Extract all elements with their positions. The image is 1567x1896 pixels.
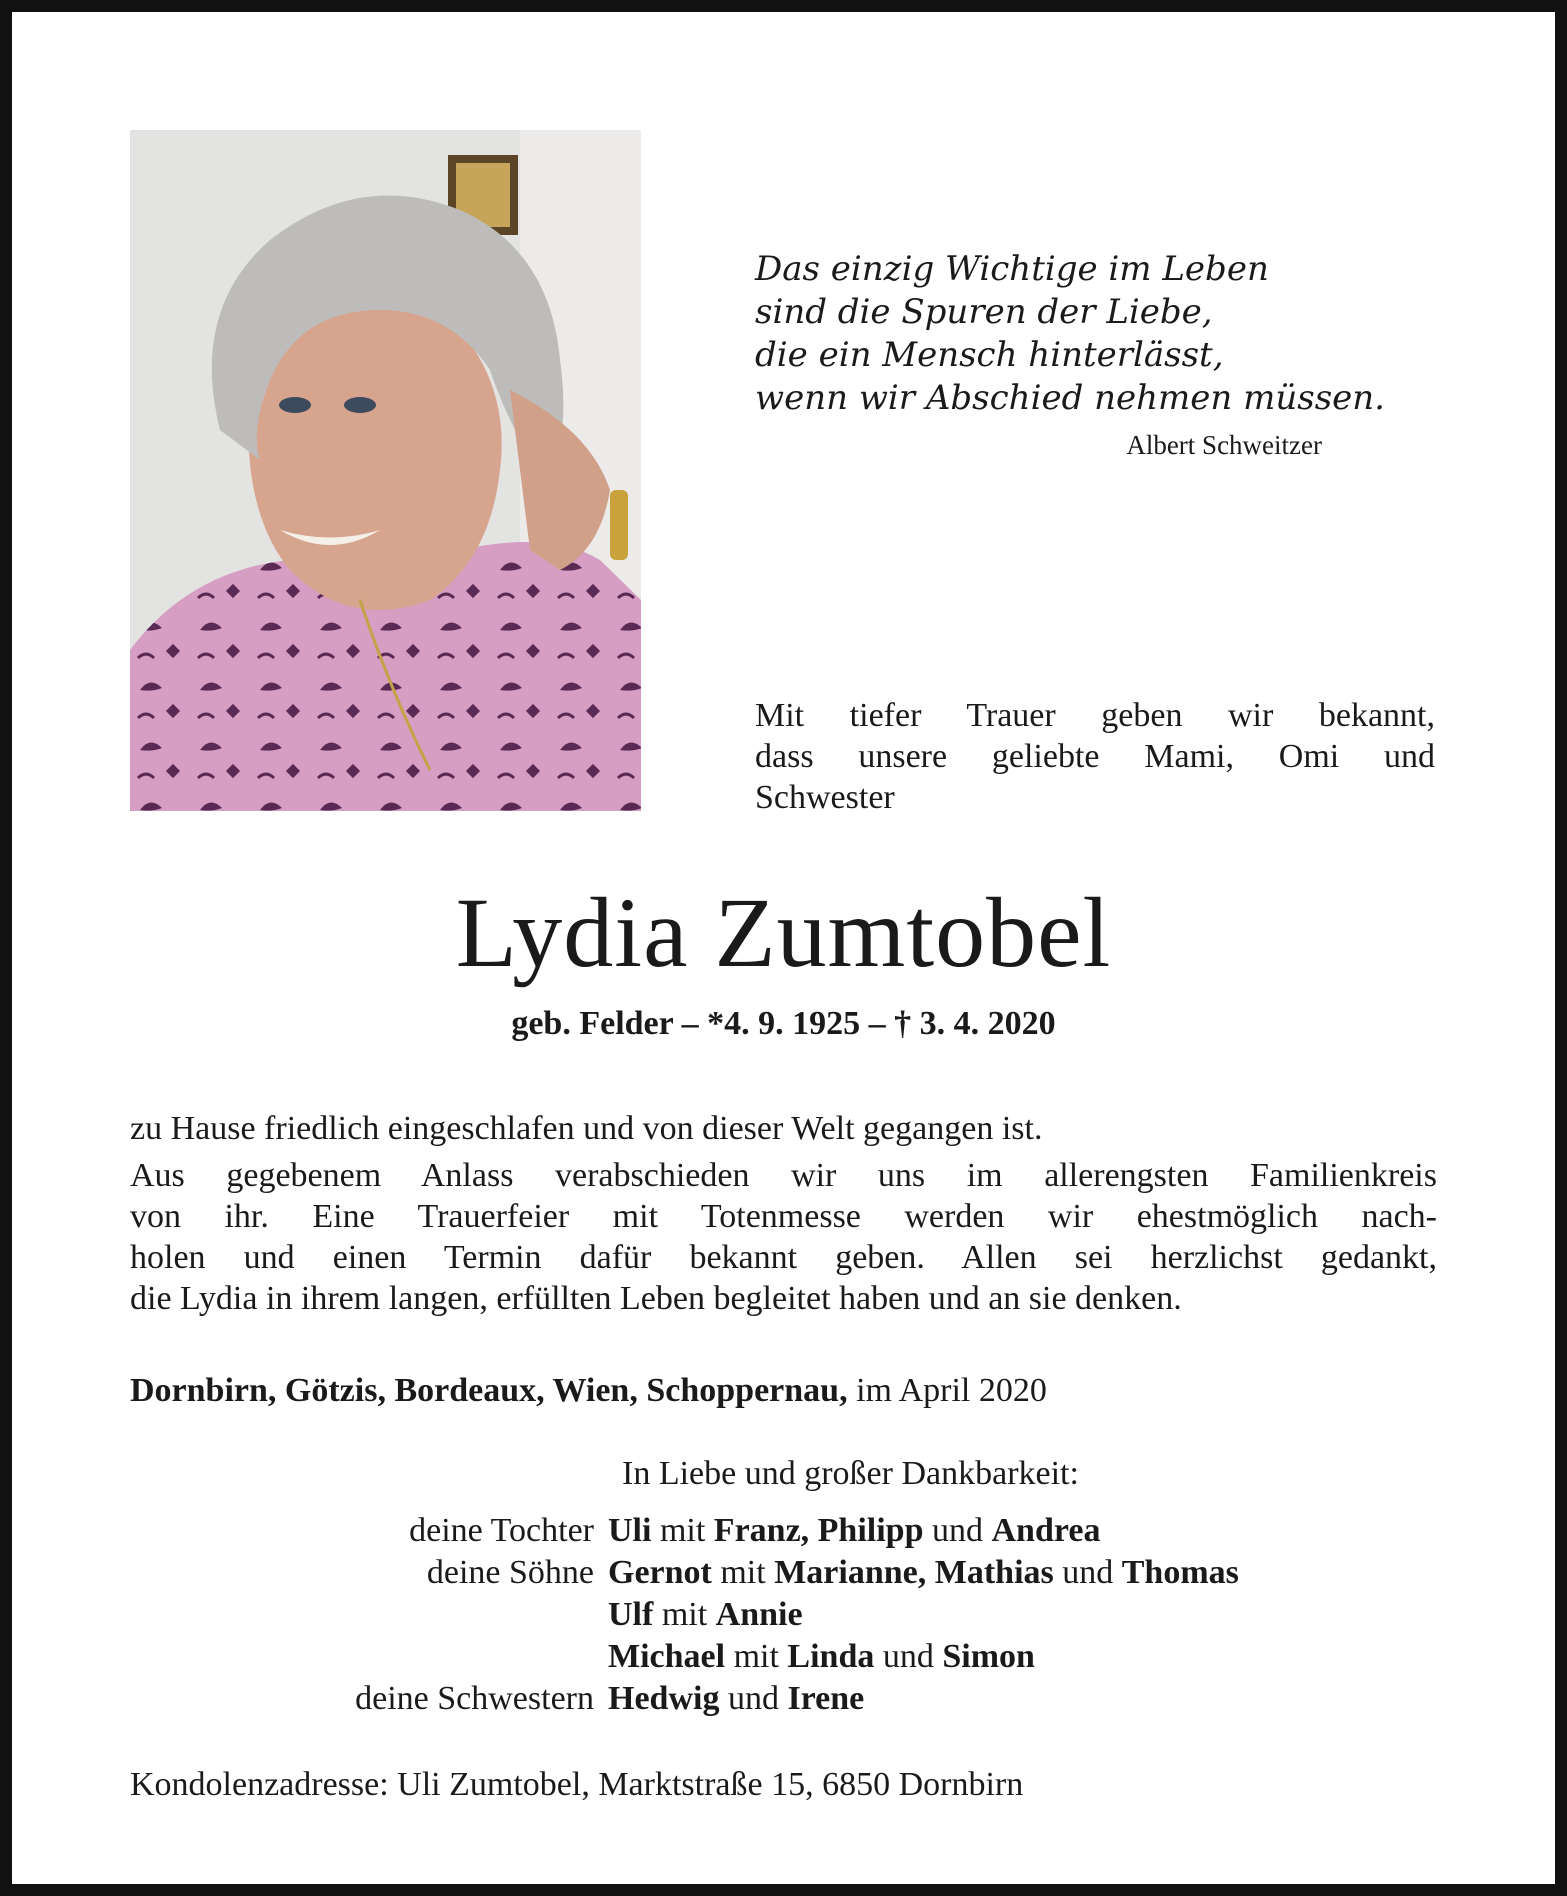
body-line: die Lydia in ihrem langen, erfüllten Leben begleitet haben und an sie denken.: [130, 1280, 1182, 1317]
family-names: [608, 1552, 1437, 1594]
body-line: zu Hause friedlich eingeschlafen und von dieser Welt gegangen ist.: [130, 1110, 1043, 1147]
family-name: Simon: [942, 1638, 1035, 1675]
relation-label: deine Schwestern: [355, 1680, 594, 1717]
condolence-address: Kondolenzadresse: Uli Zumtobel, Marktstraße 15, 6850 Dornbirn: [130, 1766, 1024, 1803]
deceased-name: Lydia Zumtobel: [455, 877, 1112, 988]
family-name: Gernot: [608, 1554, 712, 1591]
body-line: von ihr. Eine Trauerfeier mit Totenmesse werden wir ehestmöglich nach-: [130, 1198, 1437, 1235]
family-name: Andrea: [991, 1512, 1101, 1549]
family-name: Franz, Philipp: [713, 1512, 924, 1549]
family-name: Ulf: [608, 1596, 654, 1633]
family-name: Linda: [787, 1638, 875, 1675]
connector: und: [923, 1512, 992, 1549]
quote-line: wenn wir Abschied nehmen müssen.: [755, 378, 1385, 418]
quote: [755, 248, 1395, 420]
body-line: holen und einen Termin dafür bekannt geben. Allen sei herzlichst gedankt,: [130, 1239, 1437, 1276]
relation-label: [130, 1636, 608, 1678]
family-names: [608, 1636, 1437, 1678]
family-row: [130, 1552, 1437, 1594]
intro-text: [755, 695, 1435, 818]
family-name: Irene: [787, 1680, 865, 1717]
thanks-line: In Liebe und großer Dankbarkeit:: [622, 1455, 1079, 1492]
quote-author: Albert Schweitzer: [1126, 430, 1322, 460]
quote-line: Das einzig Wichtige im Leben: [755, 249, 1269, 289]
relation-label: [130, 1594, 608, 1636]
connector: mit: [725, 1638, 788, 1675]
connector: mit: [711, 1554, 775, 1591]
family-list: [130, 1510, 1437, 1720]
life-dates: geb. Felder – *4. 9. 1925 – † 3. 4. 2020: [511, 1005, 1056, 1042]
family-names: [608, 1594, 1437, 1636]
connector: und: [1053, 1554, 1122, 1591]
places-list: Dornbirn, Götzis, Bordeaux, Wien, Schoppernau,: [130, 1372, 848, 1409]
portrait-photo: [130, 130, 641, 811]
connector: mit: [653, 1596, 716, 1633]
announcement-text: [130, 1108, 1437, 1319]
body-line: Aus gegebenem Anlass verabschieden wir uns im allerengsten Familienkreis: [130, 1157, 1437, 1194]
quote-line: sind die Spuren der Liebe,: [755, 292, 1213, 332]
family-name: Michael: [608, 1638, 726, 1675]
family-row: [130, 1594, 1437, 1636]
family-names: [608, 1510, 1437, 1552]
family-row: [130, 1678, 1437, 1720]
family-name: Annie: [715, 1596, 803, 1633]
intro-line: Mit tiefer Trauer geben wir bekannt,: [755, 697, 1435, 734]
family-name: Hedwig: [608, 1680, 720, 1717]
family-row: [130, 1636, 1437, 1678]
intro-line: Schwester: [755, 779, 895, 816]
places-and-date: [130, 1372, 1437, 1410]
connector: und: [719, 1680, 788, 1717]
family-name: Uli: [608, 1512, 652, 1549]
quote-line: die ein Mensch hinterlässt,: [755, 335, 1224, 375]
relation-label: deine Tochter: [409, 1512, 594, 1549]
intro-line: dass unsere geliebte Mami, Omi und: [755, 738, 1435, 775]
connector: und: [874, 1638, 943, 1675]
portrait-illustration: [130, 130, 641, 811]
family-name: Thomas: [1121, 1554, 1239, 1591]
connector: mit: [651, 1512, 714, 1549]
relation-label: deine Söhne: [426, 1554, 594, 1591]
family-name: Marianne, Mathias: [774, 1554, 1054, 1591]
month-year: im April 2020: [847, 1372, 1047, 1409]
family-row: [130, 1510, 1437, 1552]
family-names: [608, 1678, 1437, 1720]
